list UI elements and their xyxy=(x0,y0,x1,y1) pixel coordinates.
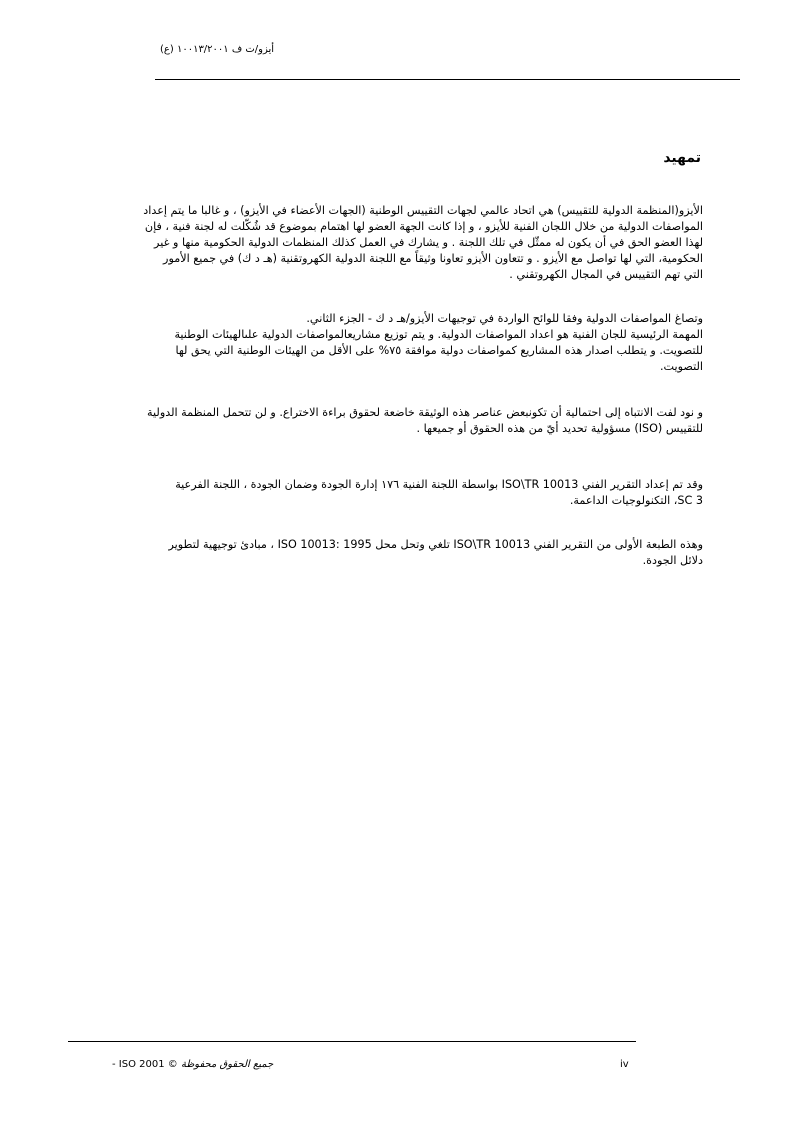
text-line: التي تهم التقييس في المجال الكهروتقني . xyxy=(509,268,703,281)
text-line: المهمة الرئيسية للجان الفنية هو اعداد المواصفات الدولية. و يتم توزيع مشاريعالمواصفات الدولية علىالهيئات الوطنية xyxy=(174,328,703,341)
copyright-notice: © ISO 2001 - xyxy=(112,1059,178,1070)
footer-copyright xyxy=(112,1059,273,1070)
paragraph-patent-rights xyxy=(75,405,703,437)
paragraph-drafting-rules xyxy=(75,311,703,375)
text-line: و نود لفت الانتباه إلى احتمالية أن تكونبعض عناصر هذه الوثيقة خاضعة لحقوق براءة الاختراع. و لن تتحمل المنظمة الدولية xyxy=(147,406,703,419)
paragraph-iso-intro xyxy=(75,203,703,283)
text-line: لهذا العضو الحق في أن يكون له ممثّل في تلك اللجنة . و يشارك في العمل كذلك المنظمات الدولية الحكومية منها و غير xyxy=(154,236,703,249)
text-line: الحكومية، التي لها تواصل مع الأيزو . و تتعاون الأيزو تعاونا وثيقاً مع اللجنة الدولية الكهروتقنية (هـ د ك) في جميع الأمور xyxy=(163,252,703,265)
text-line: وتصاغ المواصفات الدولية وفقا للوائح الواردة في توجيهات الأيزو/هـ د ك - الجزء الثاني. xyxy=(306,312,703,325)
text-line: المواصفات الدولية من خلال اللجان الفنية للأيزو ، و إذا كانت الجهة العضو لها اهتمام بموضوع قد شُكّلت له لجنة فنية ، فإن xyxy=(144,220,703,233)
text-line: الأيزو(المنظمة الدولية للتقييس) هي اتحاد عالمي لجهات التقييس الوطنية (الجهات الأعضاء في الأيزو) ، و غالبا ما يتم إعداد xyxy=(143,204,703,217)
page-number: iv xyxy=(620,1059,629,1070)
paragraph-prepared-by xyxy=(75,477,703,509)
text-line: للتقييس (ISO) مسؤولية تحديد أيّ من هذه الحقوق أو جميعها . xyxy=(416,422,703,435)
text-line: دلائل الجودة. xyxy=(642,554,703,567)
header-divider xyxy=(155,79,740,80)
text-line: وقد تم إعداد التقرير الفني ISO\TR 10013 بواسطة اللجنة الفنية ١٧٦ إدارة الجودة وضمان الجودة ، اللجنة الفرعية xyxy=(175,478,703,491)
page-title: تمهيد xyxy=(663,150,701,166)
footer-divider xyxy=(68,1041,636,1042)
text-line: التصويت. xyxy=(659,360,703,373)
rights-reserved: جميع الحقوق محفوظة xyxy=(180,1059,274,1070)
text-line: SC 3، التكنولوجيات الداعمة. xyxy=(569,494,703,507)
running-header: أيزو/ت ف ١٠٠١٣/٢٠٠١ (ع) xyxy=(160,44,275,55)
paragraph-edition xyxy=(75,537,703,569)
text-line: وهذه الطبعة الأولى من التقرير الفني ISO\TR 10013 تلغي وتحل محل ISO 10013: 1995 ، مبادئ توجيهية لتطوير xyxy=(168,538,703,551)
text-line: للتصويت. و يتطلب اصدار هذه المشاريع كمواصفات دولية موافقة ٧٥% على الأقل من الهيئات الوطنية التي يحق لها xyxy=(175,344,703,357)
